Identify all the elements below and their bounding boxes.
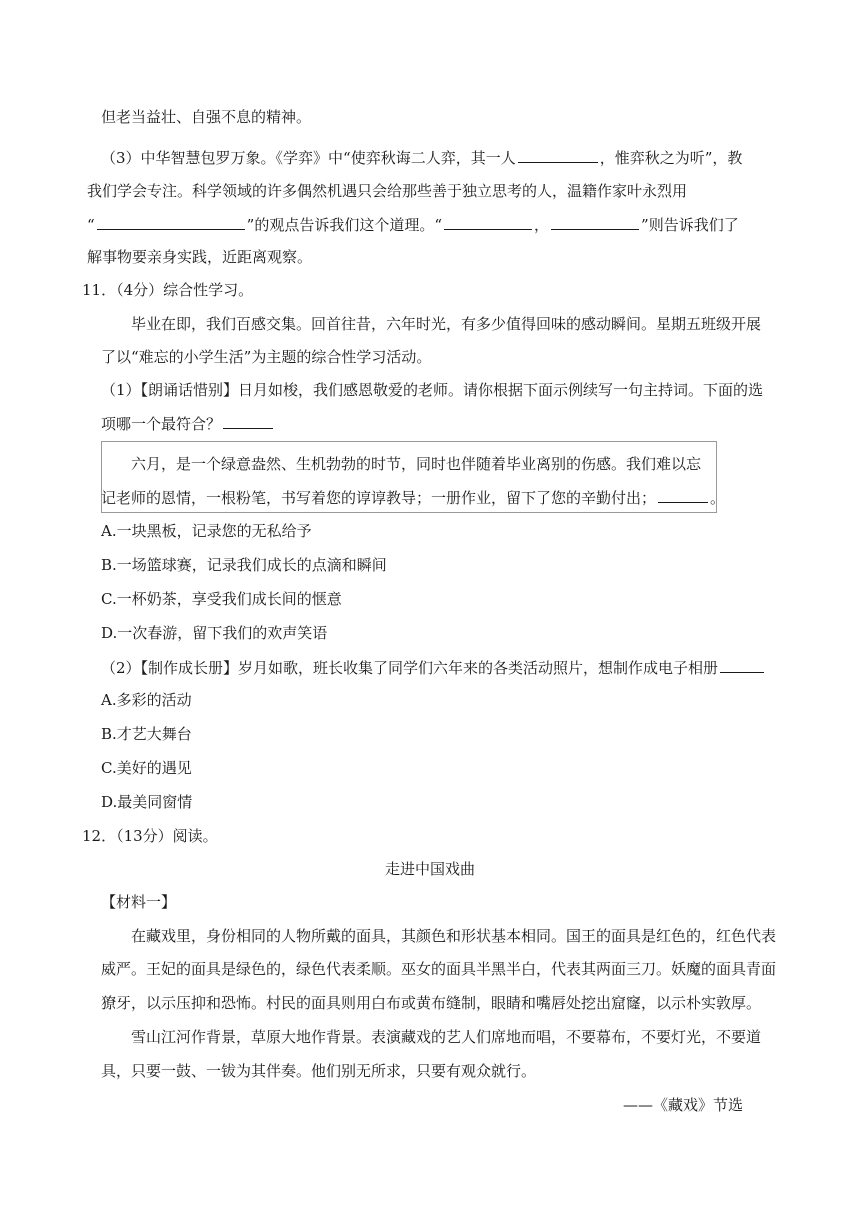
option-b[interactable]: B.一场篮球赛，记录我们成长的点滴和瞬间 <box>101 556 387 574</box>
text-segment: （3）中华智慧包罗万象。《学弈》中“使弈秋诲二人弈，其一人 <box>101 149 516 167</box>
text-segment: 。 <box>710 489 726 507</box>
question-heading: （13分）阅读。 <box>116 827 218 845</box>
text-line: 具，只要一鼓、一钹为其伴奏。他们别无所求，只要有观众就行。 <box>101 1062 537 1080</box>
option-c[interactable]: C.美好的遇见 <box>101 759 192 777</box>
text-line: 但老当益壮、自强不息的精神。 <box>101 108 312 126</box>
text-line: 我们学会专注。科学领域的许多偶然机遇只会给那些善于独立思考的人，温籍作家叶永烈用 <box>87 182 688 200</box>
text-segment: 记老师的恩情，一根粉笔，书写着您的谆谆教导；一册作业，留下了您的辛勤付出； <box>101 489 657 507</box>
text-line: 解事物要亲身实践，近距离观察。 <box>87 248 313 266</box>
question-heading: （4分）综合性学习。 <box>116 281 254 299</box>
option-a[interactable]: A.一块黑板，记录您的无私给予 <box>101 522 312 540</box>
question-11-part2-prompt <box>101 657 766 678</box>
text-segment: ， <box>534 216 550 234</box>
answer-blank[interactable] <box>658 487 708 503</box>
text-line: 毕业在即，我们百感交集。回首往昔，六年时光，有多少值得回味的感动瞬间。星期五班级开展 <box>131 315 762 333</box>
text-line: 雪山江河作背景，草原大地作背景。表演藏戏的艺人们席地而唱，不要幕布，不要灯光，不要道 <box>131 1028 762 1046</box>
source-citation: ——《藏戏》节选 <box>623 1096 744 1114</box>
option-d[interactable]: D.最美同窗情 <box>101 793 193 811</box>
question-number: 11． <box>82 281 117 299</box>
text-segment: 项哪一个最符合？ <box>101 415 222 433</box>
answer-blank[interactable] <box>97 214 245 230</box>
question-11-header <box>82 280 253 300</box>
text-segment: ”则告诉我们了 <box>641 216 739 234</box>
text-line: 了以“难忘的小学生活”为主题的综合性学习活动。 <box>101 348 432 366</box>
text-segment: “ <box>87 216 95 234</box>
text-line: （1）【朗诵话惜别】日月如梭，我们感恩敬爱的老师。请你根据下面示例续写一句主持词。下面的选 <box>101 381 764 399</box>
option-a[interactable]: A.多彩的活动 <box>101 691 192 709</box>
text-segment: ”的观点告诉我们这个道理。“ <box>246 216 443 234</box>
option-b[interactable]: B.才艺大舞台 <box>101 725 192 743</box>
answer-blank[interactable] <box>223 413 273 429</box>
question-11-box-line <box>101 487 725 508</box>
question-11-part1-prompt <box>101 413 275 434</box>
passage-title: 走进中国戏曲 <box>384 860 475 878</box>
material-label: 【材料一】 <box>101 893 177 911</box>
answer-blank[interactable] <box>720 657 764 673</box>
question-10-part3-line <box>87 214 739 235</box>
text-line: 在藏戏里，身份相同的人物所戴的面具，其颜色和形状基本相同。国王的面具是红色的，红色代表 <box>131 927 777 945</box>
text-line: 威严。王妃的面具是绿色的，绿色代表柔顺。巫女的面具半黑半白，代表其两面三刀。妖魔的面具青面 <box>101 960 777 978</box>
question-number: 12． <box>82 827 117 845</box>
question-10-part3-line <box>101 147 742 168</box>
question-12-header <box>82 826 218 846</box>
text-segment: ，惟弈秋之为听”，教 <box>599 149 743 167</box>
text-segment: （2）【制作成长册】岁月如歌，班长收集了同学们六年来的各类活动照片，想制作成电子相册 <box>101 659 719 677</box>
answer-blank[interactable] <box>444 214 532 230</box>
answer-blank[interactable] <box>551 214 639 230</box>
text-line: 六月，是一个绿意盎然、生机勃勃的时节，同时也伴随着毕业离别的伤感。我们难以忘 <box>131 455 702 473</box>
answer-blank[interactable] <box>518 147 598 163</box>
option-c[interactable]: C.一杯奶茶，享受我们成长间的惬意 <box>101 590 342 608</box>
text-line: 獠牙，以示压抑和恐怖。村民的面具则用白布或黄布缝制，眼睛和嘴唇处挖出窟窿，以示朴实敦厚。 <box>101 994 762 1012</box>
option-d[interactable]: D.一次春游，留下我们的欢声笑语 <box>101 624 328 642</box>
